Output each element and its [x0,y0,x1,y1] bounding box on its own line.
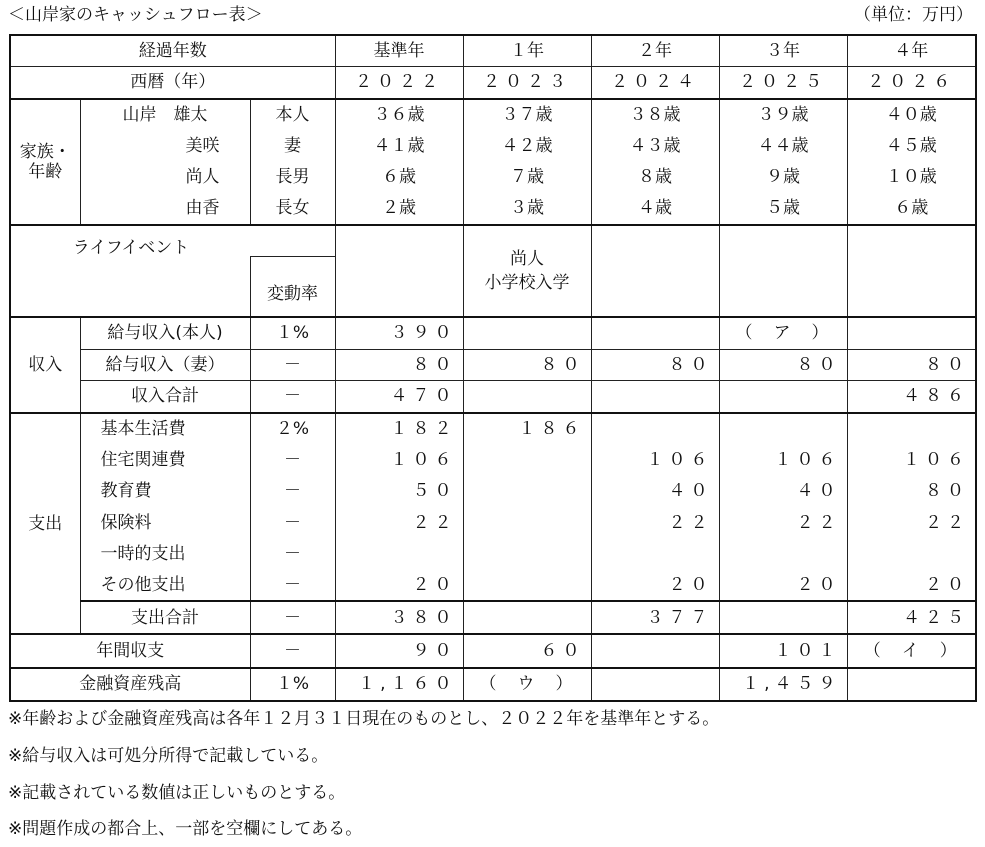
calendar-year: ２０２４ [591,66,719,98]
value-cell: １,４５９ [719,668,847,701]
value-cell: ８０ [847,476,976,507]
value-cell: １８６ [463,413,591,444]
life-event-cell [335,225,463,317]
value-cell: ８０ [591,349,719,380]
value-cell [591,634,719,667]
member-age: ５歳 [719,193,847,225]
value-cell: ２０ [847,570,976,601]
life-event-label [10,225,335,256]
year-col-header: １年 [463,35,591,66]
value-cell: ３７７ [591,601,719,634]
member-age: ４歳 [591,193,719,225]
item-label: 一時的支出 [80,538,250,569]
value-cell: ２０ [719,570,847,601]
item-label: 保険料 [80,507,250,538]
rate-cell: － [250,601,335,634]
rate-header [250,256,335,317]
member-name: 尚人 [80,161,250,192]
item-label: 金融資産残高 [10,668,250,701]
value-cell: ２２ [591,507,719,538]
member-age: ８歳 [591,161,719,192]
member-age: ２歳 [335,193,463,225]
rate-cell: － [250,444,335,475]
value-cell: １,１６０ [335,668,463,701]
member-relation: 本人 [250,99,335,130]
value-cell [463,444,591,475]
year-col-header: ４年 [847,35,976,66]
note: ※問題作成の都合上、一部を空欄にしてある。 [8,819,363,839]
value-cell: １０６ [847,444,976,475]
item-label: 教育費 [80,476,250,507]
member-age: ４１歳 [335,130,463,161]
family-row [10,130,976,161]
value-cell [335,538,463,569]
value-cell: ８０ [847,349,976,380]
value-cell [847,538,976,569]
annual-balance-row [10,634,976,667]
member-age: ４５歳 [847,130,976,161]
member-age: ３６歳 [335,99,463,130]
value-cell [591,317,719,349]
rate-cell: － [250,538,335,569]
member-relation: 妻 [250,130,335,161]
value-cell: ８０ [463,349,591,380]
member-age: ３９歳 [719,99,847,130]
income-total-row [10,381,976,413]
expense-row [10,444,976,475]
rate-cell: － [250,634,335,667]
value-cell: ４０ [591,476,719,507]
value-cell: １０６ [719,444,847,475]
expense-row [10,476,976,507]
item-label: 給与収入(本人) [80,317,250,349]
income-row [10,349,976,380]
life-event-text: ライフイベント [72,237,190,257]
item-label: 住宅関連費 [80,444,250,475]
expense-label: 支出 [10,413,80,634]
calendar-year: ２０２２ [335,66,463,98]
value-cell [463,381,591,413]
family-age-label [10,99,80,225]
item-label: 支出合計 [80,601,250,634]
answer-blank-a: （ ア ） [719,317,847,349]
member-age: ３７歳 [463,99,591,130]
value-cell [591,381,719,413]
note: ※年齢および金融資産残高は各年１２月３１日現在のものとし、２０２２年を基準年とする。 [8,709,720,729]
value-cell [719,538,847,569]
item-label: 年間収支 [10,634,250,667]
member-age: ４０歳 [847,99,976,130]
value-cell: ４２５ [847,601,976,634]
value-cell [463,570,591,601]
life-event-spacer [10,256,250,317]
family-row [10,193,976,225]
member-age: ６歳 [335,161,463,192]
calendar-year: ２０２６ [847,66,976,98]
note: ※給与収入は可処分所得で記載している。 [8,746,329,766]
rate-cell: － [250,381,335,413]
item-label: 給与収入（妻） [80,349,250,380]
member-age: ４３歳 [591,130,719,161]
member-age: ４２歳 [463,130,591,161]
value-cell [463,317,591,349]
value-cell: ２０ [335,570,463,601]
item-label: その他支出 [80,570,250,601]
rate-cell: － [250,476,335,507]
cash-flow-table [9,34,977,702]
member-name: 由香 [80,193,250,225]
life-event-cell [719,225,847,317]
member-age: ３８歳 [591,99,719,130]
value-cell [847,317,976,349]
value-cell: １８２ [335,413,463,444]
value-cell [719,601,847,634]
value-cell: １０１ [719,634,847,667]
value-cell: ８０ [335,349,463,380]
calendar-year: ２０２３ [463,66,591,98]
life-event-cell [847,225,976,317]
rate-cell: － [250,570,335,601]
member-name: 山岸 雄太 [80,99,250,130]
member-age: ４４歳 [719,130,847,161]
value-cell [463,538,591,569]
member-age: １０歳 [847,161,976,192]
expense-row [10,570,976,601]
year-col-header: ３年 [719,35,847,66]
rate-cell: １% [250,317,335,349]
answer-blank-i: （ イ ） [847,634,976,667]
note: ※記載されている数値は正しいものとする。 [8,783,346,803]
rate-header-text: 変動率 [267,283,318,304]
member-age: ９歳 [719,161,847,192]
calendar-year-label: 西暦（年） [10,66,335,98]
member-relation: 長女 [250,193,335,225]
year-col-header: 基準年 [335,35,463,66]
member-age: ３歳 [463,193,591,225]
value-cell: ２２ [847,507,976,538]
answer-blank-u: （ ウ ） [463,668,591,701]
expense-total-row [10,601,976,634]
financial-assets-row [10,668,976,701]
calendar-year: ２０２５ [719,66,847,98]
elapsed-years-label: 経過年数 [10,35,335,66]
value-cell: １０６ [335,444,463,475]
member-relation: 長男 [250,161,335,192]
elapsed-years-row [10,35,976,66]
value-cell: １０６ [591,444,719,475]
value-cell: ３８０ [335,601,463,634]
value-cell: ３９０ [335,317,463,349]
member-name: 美咲 [80,130,250,161]
value-cell [591,413,719,444]
value-cell [591,668,719,701]
value-cell: ４７０ [335,381,463,413]
family-row [10,99,976,130]
life-event-text: 尚人 小学校入学 [484,248,570,293]
calendar-year-row [10,66,976,98]
value-cell: ２２ [335,507,463,538]
family-row [10,161,976,192]
value-cell: ４０ [719,476,847,507]
value-cell [847,668,976,701]
value-cell: ４８６ [847,381,976,413]
value-cell: ２０ [591,570,719,601]
life-event-row [10,225,976,256]
value-cell: ９０ [335,634,463,667]
life-event-cell [463,225,591,317]
value-cell [591,538,719,569]
value-cell [463,601,591,634]
value-cell: ５０ [335,476,463,507]
life-event-cell [591,225,719,317]
value-cell: ２２ [719,507,847,538]
expense-row [10,507,976,538]
rate-cell: － [250,507,335,538]
rate-cell: １% [250,668,335,701]
value-cell [463,476,591,507]
income-row [10,317,976,349]
member-age: ６歳 [847,193,976,225]
family-age-text: 家族・年齢 [19,141,71,182]
value-cell: ６０ [463,634,591,667]
table-title: ＜山岸家のキャッシュフロー表＞ [8,5,263,25]
income-label: 収入 [10,317,80,413]
value-cell [463,507,591,538]
rate-cell: ２% [250,413,335,444]
value-cell [719,413,847,444]
expense-row [10,413,976,444]
rate-cell: － [250,349,335,380]
expense-row [10,538,976,569]
item-label: 収入合計 [80,381,250,413]
value-cell [847,413,976,444]
value-cell: ８０ [719,349,847,380]
item-label: 基本生活費 [80,413,250,444]
unit-label: （単位：万円） [854,5,973,25]
value-cell [719,381,847,413]
year-col-header: ２年 [591,35,719,66]
member-age: ７歳 [463,161,591,192]
